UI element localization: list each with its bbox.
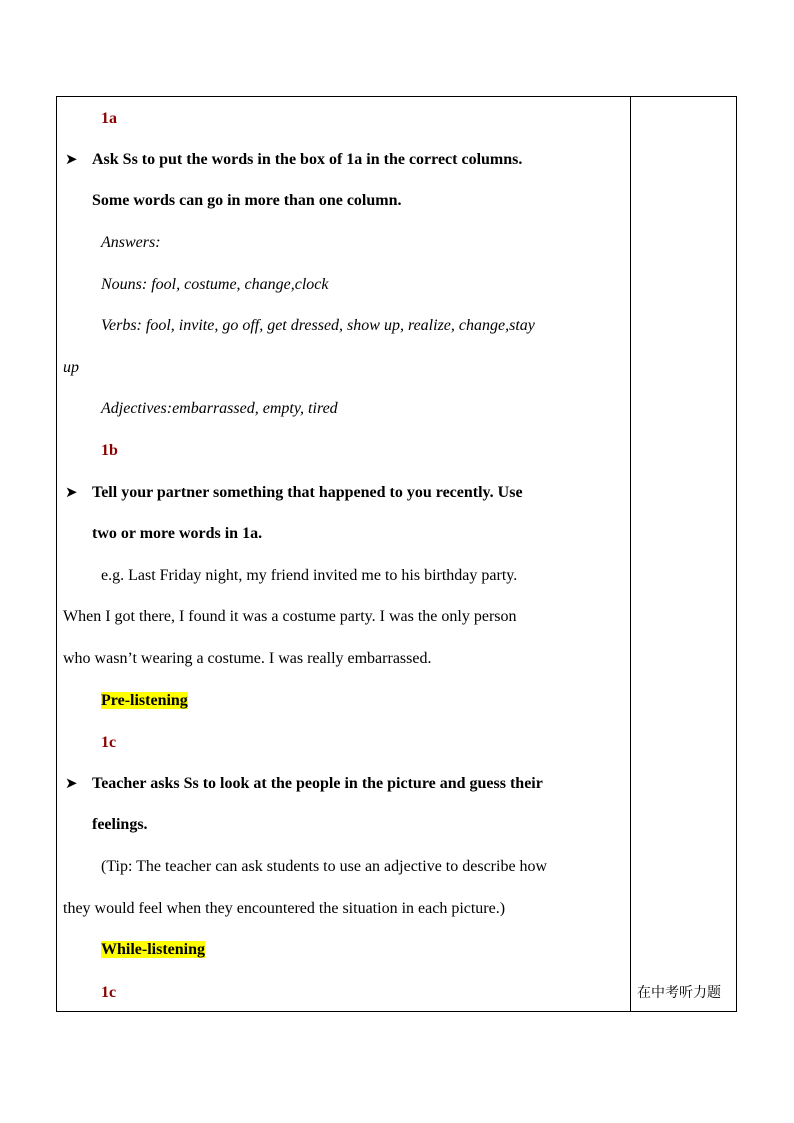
answers-label: Answers:: [101, 234, 161, 251]
tip-line2: they would feel when they encountered the situation in each picture.): [63, 900, 506, 917]
example-line3: who wasn’t wearing a costume. I was really embarrassed.: [63, 650, 432, 667]
column-divider: [630, 97, 631, 1011]
example-line2: When I got there, I found it was a costume party. I was the only person: [63, 608, 517, 625]
verbs-answer-line2: up: [63, 359, 79, 376]
while-listening-label: While-listening: [101, 941, 206, 958]
pre-listening-label: Pre-listening: [101, 692, 188, 709]
instruction-1b-line1: Tell your partner something that happened to you recently. Use: [92, 484, 523, 501]
label-1a: 1a: [101, 110, 117, 127]
instruction-1a-line1: Ask Ss to put the words in the box of 1a in the correct columns.: [92, 151, 523, 168]
section-while-listening: [101, 940, 205, 960]
label-1c: 1c: [101, 734, 117, 751]
instruction-1c-line2: feelings.: [92, 816, 148, 833]
arrow-bullet-icon: ➤: [65, 776, 78, 792]
label-1c-second: 1c: [101, 984, 117, 1001]
instruction-1a-line2: Some words can go in more than one column.: [92, 192, 402, 209]
verbs-answer-line1: Verbs: fool, invite, go off, get dressed, show up, realize, change,stay: [101, 317, 535, 334]
arrow-bullet-icon: ➤: [65, 485, 78, 501]
example-line1: e.g. Last Friday night, my friend invited me to his birthday party.: [101, 567, 518, 584]
arrow-bullet-icon: ➤: [65, 152, 78, 168]
label-1b: 1b: [101, 442, 118, 459]
nouns-answer: Nouns: fool, costume, change,clock: [101, 276, 329, 293]
lesson-table: [56, 96, 737, 1012]
instruction-1c-line1: Teacher asks Ss to look at the people in the picture and guess their: [92, 775, 543, 792]
side-note: 在中考听力题: [637, 985, 721, 1001]
section-pre-listening: [101, 691, 188, 711]
instruction-1b-line2: two or more words in 1a.: [92, 525, 263, 542]
adjectives-answer: Adjectives:embarrassed, empty, tired: [101, 400, 338, 417]
tip-line1: (Tip: The teacher can ask students to use an adjective to describe how: [101, 858, 548, 875]
